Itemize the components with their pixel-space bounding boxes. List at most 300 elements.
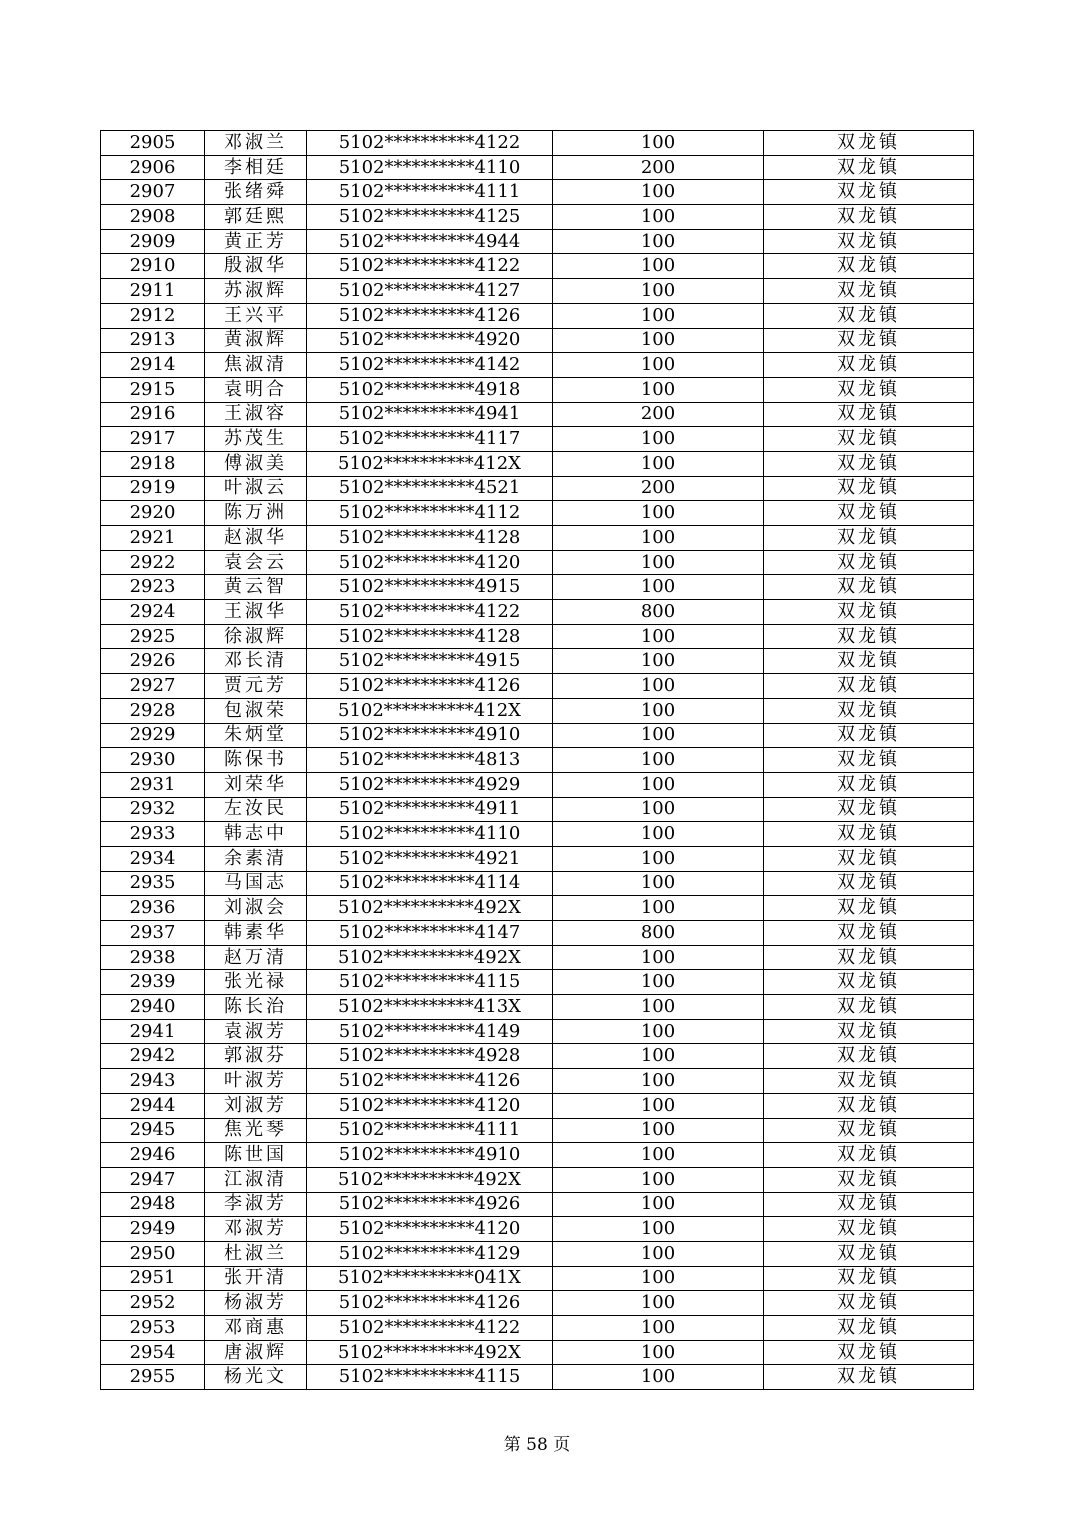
table-row: [101, 155, 974, 180]
amount-cell: 200: [553, 402, 764, 427]
row-number-cell: 2938: [101, 945, 205, 970]
town-cell: 双龙镇: [764, 1143, 974, 1168]
name-cell: 赵淑华: [205, 526, 307, 551]
town-cell: 双龙镇: [764, 575, 974, 600]
amount-cell: 100: [553, 451, 764, 476]
table-row: [101, 1365, 974, 1390]
name-cell: 陈保书: [205, 748, 307, 773]
amount-cell: 100: [553, 970, 764, 995]
table-row: [101, 451, 974, 476]
name-cell: 袁明合: [205, 377, 307, 402]
id-number-cell: 5102**********4122: [307, 254, 553, 279]
name-cell: 焦光琴: [205, 1118, 307, 1143]
name-cell: 刘淑会: [205, 896, 307, 921]
name-cell: 贾元芳: [205, 674, 307, 699]
amount-cell: 100: [553, 1093, 764, 1118]
table-row: [101, 1266, 974, 1291]
row-number-cell: 2947: [101, 1167, 205, 1192]
name-cell: 王淑华: [205, 600, 307, 625]
id-number-cell: 5102**********4126: [307, 674, 553, 699]
row-number-cell: 2921: [101, 526, 205, 551]
name-cell: 袁会云: [205, 550, 307, 575]
id-number-cell: 5102**********4111: [307, 1118, 553, 1143]
id-number-cell: 5102**********4122: [307, 131, 553, 156]
amount-cell: 100: [553, 748, 764, 773]
row-number-cell: 2942: [101, 1044, 205, 1069]
id-number-cell: 5102**********4918: [307, 377, 553, 402]
amount-cell: 100: [553, 822, 764, 847]
town-cell: 双龙镇: [764, 723, 974, 748]
town-cell: 双龙镇: [764, 822, 974, 847]
table-row: [101, 229, 974, 254]
name-cell: 余素清: [205, 846, 307, 871]
id-number-cell: 5102**********4114: [307, 871, 553, 896]
table-row: [101, 1069, 974, 1094]
table-row: [101, 1217, 974, 1242]
amount-cell: 100: [553, 1217, 764, 1242]
amount-cell: 200: [553, 476, 764, 501]
name-cell: 苏茂生: [205, 427, 307, 452]
name-cell: 李相廷: [205, 155, 307, 180]
amount-cell: 100: [553, 205, 764, 230]
roster-table: [100, 130, 974, 1390]
amount-cell: 100: [553, 723, 764, 748]
row-number-cell: 2905: [101, 131, 205, 156]
amount-cell: 100: [553, 501, 764, 526]
town-cell: 双龙镇: [764, 698, 974, 723]
amount-cell: 100: [553, 772, 764, 797]
amount-cell: 100: [553, 1340, 764, 1365]
name-cell: 赵万清: [205, 945, 307, 970]
amount-cell: 200: [553, 155, 764, 180]
amount-cell: 100: [553, 674, 764, 699]
row-number-cell: 2935: [101, 871, 205, 896]
id-number-cell: 5102**********4120: [307, 550, 553, 575]
name-cell: 王兴平: [205, 303, 307, 328]
table-row: [101, 822, 974, 847]
row-number-cell: 2940: [101, 995, 205, 1020]
town-cell: 双龙镇: [764, 600, 974, 625]
name-cell: 陈万洲: [205, 501, 307, 526]
name-cell: 包淑荣: [205, 698, 307, 723]
table-row: [101, 180, 974, 205]
table-row: [101, 303, 974, 328]
table-row: [101, 1192, 974, 1217]
row-number-cell: 2915: [101, 377, 205, 402]
table-row: [101, 945, 974, 970]
id-number-cell: 5102**********492X: [307, 945, 553, 970]
town-cell: 双龙镇: [764, 180, 974, 205]
id-number-cell: 5102**********4929: [307, 772, 553, 797]
town-cell: 双龙镇: [764, 303, 974, 328]
id-number-cell: 5102**********4941: [307, 402, 553, 427]
name-cell: 张光禄: [205, 970, 307, 995]
name-cell: 王淑容: [205, 402, 307, 427]
table-row: [101, 427, 974, 452]
table-row: [101, 501, 974, 526]
id-number-cell: 5102**********4122: [307, 1316, 553, 1341]
id-number-cell: 5102**********4129: [307, 1241, 553, 1266]
town-cell: 双龙镇: [764, 131, 974, 156]
table-row: [101, 1093, 974, 1118]
name-cell: 邓淑芳: [205, 1217, 307, 1242]
id-number-cell: 5102**********4944: [307, 229, 553, 254]
table-row: [101, 896, 974, 921]
row-number-cell: 2914: [101, 353, 205, 378]
id-number-cell: 5102**********4926: [307, 1192, 553, 1217]
table-row: [101, 377, 974, 402]
amount-cell: 100: [553, 1044, 764, 1069]
name-cell: 苏淑辉: [205, 279, 307, 304]
name-cell: 张开清: [205, 1266, 307, 1291]
town-cell: 双龙镇: [764, 945, 974, 970]
row-number-cell: 2949: [101, 1217, 205, 1242]
id-number-cell: 5102**********4910: [307, 723, 553, 748]
roster-body: [101, 131, 974, 1390]
town-cell: 双龙镇: [764, 1316, 974, 1341]
town-cell: 双龙镇: [764, 1019, 974, 1044]
table-row: [101, 600, 974, 625]
id-number-cell: 5102**********041X: [307, 1266, 553, 1291]
id-number-cell: 5102**********4147: [307, 921, 553, 946]
id-number-cell: 5102**********4142: [307, 353, 553, 378]
name-cell: 杨光文: [205, 1365, 307, 1390]
table-row: [101, 353, 974, 378]
row-number-cell: 2911: [101, 279, 205, 304]
amount-cell: 100: [553, 1365, 764, 1390]
table-row: [101, 1167, 974, 1192]
id-number-cell: 5102**********4149: [307, 1019, 553, 1044]
town-cell: 双龙镇: [764, 1167, 974, 1192]
row-number-cell: 2944: [101, 1093, 205, 1118]
name-cell: 郭廷熙: [205, 205, 307, 230]
id-number-cell: 5102**********4928: [307, 1044, 553, 1069]
table-row: [101, 797, 974, 822]
row-number-cell: 2923: [101, 575, 205, 600]
town-cell: 双龙镇: [764, 871, 974, 896]
amount-cell: 100: [553, 180, 764, 205]
table-row: [101, 279, 974, 304]
name-cell: 韩素华: [205, 921, 307, 946]
id-number-cell: 5102**********492X: [307, 1167, 553, 1192]
table-row: [101, 328, 974, 353]
town-cell: 双龙镇: [764, 772, 974, 797]
town-cell: 双龙镇: [764, 550, 974, 575]
row-number-cell: 2933: [101, 822, 205, 847]
name-cell: 郭淑芬: [205, 1044, 307, 1069]
row-number-cell: 2907: [101, 180, 205, 205]
amount-cell: 800: [553, 600, 764, 625]
table-row: [101, 674, 974, 699]
row-number-cell: 2937: [101, 921, 205, 946]
table-row: [101, 649, 974, 674]
town-cell: 双龙镇: [764, 748, 974, 773]
town-cell: 双龙镇: [764, 254, 974, 279]
name-cell: 叶淑云: [205, 476, 307, 501]
row-number-cell: 2943: [101, 1069, 205, 1094]
name-cell: 焦淑清: [205, 353, 307, 378]
id-number-cell: 5102**********4110: [307, 155, 553, 180]
table-row: [101, 402, 974, 427]
town-cell: 双龙镇: [764, 846, 974, 871]
table-row: [101, 970, 974, 995]
id-number-cell: 5102**********4111: [307, 180, 553, 205]
table-row: [101, 698, 974, 723]
town-cell: 双龙镇: [764, 451, 974, 476]
id-number-cell: 5102**********4920: [307, 328, 553, 353]
row-number-cell: 2941: [101, 1019, 205, 1044]
row-number-cell: 2910: [101, 254, 205, 279]
id-number-cell: 5102**********4910: [307, 1143, 553, 1168]
table-row: [101, 846, 974, 871]
town-cell: 双龙镇: [764, 328, 974, 353]
amount-cell: 100: [553, 279, 764, 304]
table-row: [101, 871, 974, 896]
row-number-cell: 2931: [101, 772, 205, 797]
town-cell: 双龙镇: [764, 1118, 974, 1143]
town-cell: 双龙镇: [764, 155, 974, 180]
amount-cell: 100: [553, 229, 764, 254]
name-cell: 杜淑兰: [205, 1241, 307, 1266]
amount-cell: 100: [553, 797, 764, 822]
table-row: [101, 624, 974, 649]
town-cell: 双龙镇: [764, 1217, 974, 1242]
amount-cell: 100: [553, 624, 764, 649]
amount-cell: 100: [553, 1291, 764, 1316]
town-cell: 双龙镇: [764, 1093, 974, 1118]
row-number-cell: 2909: [101, 229, 205, 254]
name-cell: 左汝民: [205, 797, 307, 822]
id-number-cell: 5102**********4128: [307, 624, 553, 649]
name-cell: 殷淑华: [205, 254, 307, 279]
row-number-cell: 2928: [101, 698, 205, 723]
row-number-cell: 2929: [101, 723, 205, 748]
name-cell: 张绪舜: [205, 180, 307, 205]
id-number-cell: 5102**********4921: [307, 846, 553, 871]
town-cell: 双龙镇: [764, 1340, 974, 1365]
town-cell: 双龙镇: [764, 970, 974, 995]
row-number-cell: 2927: [101, 674, 205, 699]
name-cell: 唐淑辉: [205, 1340, 307, 1365]
table-row: [101, 476, 974, 501]
row-number-cell: 2913: [101, 328, 205, 353]
name-cell: 刘荣华: [205, 772, 307, 797]
row-number-cell: 2916: [101, 402, 205, 427]
row-number-cell: 2920: [101, 501, 205, 526]
amount-cell: 100: [553, 1143, 764, 1168]
id-number-cell: 5102**********412X: [307, 451, 553, 476]
town-cell: 双龙镇: [764, 649, 974, 674]
row-number-cell: 2945: [101, 1118, 205, 1143]
town-cell: 双龙镇: [764, 1044, 974, 1069]
page-number: 第 58 页: [503, 1435, 571, 1455]
row-number-cell: 2918: [101, 451, 205, 476]
id-number-cell: 5102**********4521: [307, 476, 553, 501]
amount-cell: 100: [553, 550, 764, 575]
id-number-cell: 5102**********4128: [307, 526, 553, 551]
table-row: [101, 1291, 974, 1316]
amount-cell: 100: [553, 846, 764, 871]
name-cell: 韩志中: [205, 822, 307, 847]
amount-cell: 100: [553, 896, 764, 921]
town-cell: 双龙镇: [764, 427, 974, 452]
id-number-cell: 5102**********413X: [307, 995, 553, 1020]
amount-cell: 100: [553, 945, 764, 970]
town-cell: 双龙镇: [764, 377, 974, 402]
row-number-cell: 2936: [101, 896, 205, 921]
row-number-cell: 2932: [101, 797, 205, 822]
row-number-cell: 2950: [101, 1241, 205, 1266]
row-number-cell: 2925: [101, 624, 205, 649]
name-cell: 叶淑芳: [205, 1069, 307, 1094]
table-row: [101, 526, 974, 551]
id-number-cell: 5102**********4127: [307, 279, 553, 304]
table-row: [101, 748, 974, 773]
name-cell: 黄正芳: [205, 229, 307, 254]
table-row: [101, 575, 974, 600]
id-number-cell: 5102**********4120: [307, 1217, 553, 1242]
town-cell: 双龙镇: [764, 205, 974, 230]
amount-cell: 100: [553, 1118, 764, 1143]
town-cell: 双龙镇: [764, 1069, 974, 1094]
row-number-cell: 2953: [101, 1316, 205, 1341]
id-number-cell: 5102**********4126: [307, 1069, 553, 1094]
amount-cell: 100: [553, 303, 764, 328]
row-number-cell: 2926: [101, 649, 205, 674]
name-cell: 邓长清: [205, 649, 307, 674]
name-cell: 陈世国: [205, 1143, 307, 1168]
table-row: [101, 1118, 974, 1143]
town-cell: 双龙镇: [764, 674, 974, 699]
table-row: [101, 131, 974, 156]
table-row: [101, 1241, 974, 1266]
name-cell: 杨淑芳: [205, 1291, 307, 1316]
town-cell: 双龙镇: [764, 1291, 974, 1316]
id-number-cell: 5102**********4911: [307, 797, 553, 822]
row-number-cell: 2952: [101, 1291, 205, 1316]
id-number-cell: 5102**********492X: [307, 1340, 553, 1365]
table-row: [101, 1019, 974, 1044]
table-row: [101, 723, 974, 748]
id-number-cell: 5102**********4915: [307, 575, 553, 600]
id-number-cell: 5102**********4110: [307, 822, 553, 847]
amount-cell: 100: [553, 1266, 764, 1291]
table-row: [101, 550, 974, 575]
row-number-cell: 2955: [101, 1365, 205, 1390]
row-number-cell: 2924: [101, 600, 205, 625]
name-cell: 黄淑辉: [205, 328, 307, 353]
town-cell: 双龙镇: [764, 476, 974, 501]
amount-cell: 100: [553, 1167, 764, 1192]
amount-cell: 100: [553, 427, 764, 452]
amount-cell: 100: [553, 1019, 764, 1044]
row-number-cell: 2954: [101, 1340, 205, 1365]
name-cell: 马国志: [205, 871, 307, 896]
amount-cell: 100: [553, 995, 764, 1020]
row-number-cell: 2939: [101, 970, 205, 995]
amount-cell: 100: [553, 1316, 764, 1341]
amount-cell: 100: [553, 1241, 764, 1266]
name-cell: 李淑芳: [205, 1192, 307, 1217]
row-number-cell: 2922: [101, 550, 205, 575]
row-number-cell: 2917: [101, 427, 205, 452]
name-cell: 袁淑芳: [205, 1019, 307, 1044]
table-row: [101, 205, 974, 230]
name-cell: 徐淑辉: [205, 624, 307, 649]
table-row: [101, 1316, 974, 1341]
town-cell: 双龙镇: [764, 995, 974, 1020]
id-number-cell: 5102**********4117: [307, 427, 553, 452]
amount-cell: 100: [553, 1192, 764, 1217]
id-number-cell: 5102**********4813: [307, 748, 553, 773]
name-cell: 陈长治: [205, 995, 307, 1020]
id-number-cell: 5102**********4112: [307, 501, 553, 526]
town-cell: 双龙镇: [764, 1192, 974, 1217]
amount-cell: 100: [553, 131, 764, 156]
amount-cell: 100: [553, 575, 764, 600]
row-number-cell: 2906: [101, 155, 205, 180]
table-row: [101, 1044, 974, 1069]
row-number-cell: 2919: [101, 476, 205, 501]
row-number-cell: 2908: [101, 205, 205, 230]
id-number-cell: 5102**********4126: [307, 303, 553, 328]
town-cell: 双龙镇: [764, 353, 974, 378]
id-number-cell: 5102**********4120: [307, 1093, 553, 1118]
town-cell: 双龙镇: [764, 797, 974, 822]
table-row: [101, 1143, 974, 1168]
town-cell: 双龙镇: [764, 501, 974, 526]
table-row: [101, 995, 974, 1020]
town-cell: 双龙镇: [764, 1266, 974, 1291]
town-cell: 双龙镇: [764, 279, 974, 304]
table-row: [101, 921, 974, 946]
row-number-cell: 2934: [101, 846, 205, 871]
amount-cell: 100: [553, 377, 764, 402]
id-number-cell: 5102**********492X: [307, 896, 553, 921]
id-number-cell: 5102**********4115: [307, 1365, 553, 1390]
id-number-cell: 5102**********4126: [307, 1291, 553, 1316]
id-number-cell: 5102**********4115: [307, 970, 553, 995]
table-row: [101, 772, 974, 797]
name-cell: 黄云智: [205, 575, 307, 600]
amount-cell: 100: [553, 649, 764, 674]
row-number-cell: 2912: [101, 303, 205, 328]
town-cell: 双龙镇: [764, 1241, 974, 1266]
row-number-cell: 2930: [101, 748, 205, 773]
name-cell: 朱炳堂: [205, 723, 307, 748]
name-cell: 傅淑美: [205, 451, 307, 476]
town-cell: 双龙镇: [764, 229, 974, 254]
id-number-cell: 5102**********412X: [307, 698, 553, 723]
row-number-cell: 2946: [101, 1143, 205, 1168]
amount-cell: 100: [553, 698, 764, 723]
amount-cell: 100: [553, 526, 764, 551]
town-cell: 双龙镇: [764, 526, 974, 551]
name-cell: 邓商惠: [205, 1316, 307, 1341]
table-row: [101, 1340, 974, 1365]
town-cell: 双龙镇: [764, 921, 974, 946]
amount-cell: 800: [553, 921, 764, 946]
town-cell: 双龙镇: [764, 402, 974, 427]
name-cell: 江淑清: [205, 1167, 307, 1192]
amount-cell: 100: [553, 353, 764, 378]
town-cell: 双龙镇: [764, 1365, 974, 1390]
row-number-cell: 2948: [101, 1192, 205, 1217]
id-number-cell: 5102**********4125: [307, 205, 553, 230]
amount-cell: 100: [553, 871, 764, 896]
table-row: [101, 254, 974, 279]
id-number-cell: 5102**********4122: [307, 600, 553, 625]
